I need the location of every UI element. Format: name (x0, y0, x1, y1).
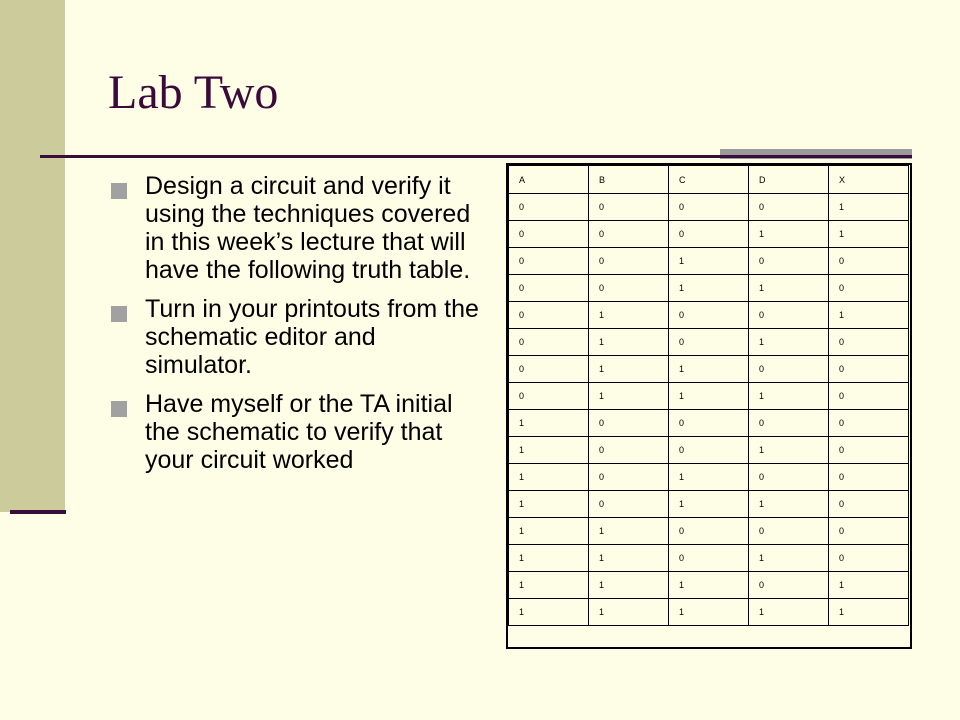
table-row (509, 437, 909, 464)
table-cell: 0 (669, 302, 749, 329)
table-cell: 0 (829, 329, 909, 356)
table-cell: 1 (509, 572, 589, 599)
table-cell: 0 (589, 248, 669, 275)
table-cell: 1 (669, 248, 749, 275)
table-cell: 1 (829, 572, 909, 599)
table-row (509, 194, 909, 221)
header-cell-a: A (509, 166, 589, 194)
table-cell: 0 (509, 248, 589, 275)
table-cell: 1 (669, 572, 749, 599)
table-row (509, 329, 909, 356)
table-cell: 1 (749, 437, 829, 464)
table-cell: 0 (589, 194, 669, 221)
table-cell: 0 (749, 302, 829, 329)
table-cell: 0 (829, 437, 909, 464)
left-band-underline (10, 510, 66, 514)
table-cell: 1 (829, 302, 909, 329)
table-cell: 1 (509, 545, 589, 572)
table-cell: 0 (589, 464, 669, 491)
table-cell: 1 (509, 518, 589, 545)
bullet-item (108, 390, 488, 474)
table-cell: 1 (589, 383, 669, 410)
table-cell: 1 (589, 356, 669, 383)
header-cell-d: D (749, 166, 829, 194)
bullet-item (108, 295, 488, 379)
table-cell: 1 (669, 275, 749, 302)
table-cell: 1 (749, 545, 829, 572)
truth-table-header-row (509, 166, 909, 194)
table-cell: 0 (749, 518, 829, 545)
table-cell: 1 (829, 194, 909, 221)
table-cell: 0 (669, 437, 749, 464)
table-row (509, 599, 909, 626)
table-cell: 1 (589, 599, 669, 626)
table-cell: 0 (829, 545, 909, 572)
table-cell: 0 (509, 302, 589, 329)
table-cell: 0 (829, 383, 909, 410)
left-decorative-band (0, 0, 65, 512)
table-cell: 1 (589, 518, 669, 545)
table-cell: 0 (749, 248, 829, 275)
table-row (509, 545, 909, 572)
table-cell: 0 (749, 410, 829, 437)
table-cell: 1 (669, 599, 749, 626)
table-cell: 0 (509, 329, 589, 356)
table-cell: 0 (509, 221, 589, 248)
table-cell: 0 (749, 194, 829, 221)
table-cell: 0 (669, 329, 749, 356)
table-cell: 0 (669, 194, 749, 221)
truth-table-body (509, 194, 909, 626)
table-cell: 0 (589, 221, 669, 248)
truth-table (508, 165, 909, 626)
table-cell: 0 (589, 410, 669, 437)
table-cell: 1 (829, 221, 909, 248)
table-cell: 0 (829, 356, 909, 383)
square-bullet-icon (111, 401, 127, 417)
table-cell: 0 (829, 464, 909, 491)
table-cell: 1 (509, 599, 589, 626)
table-cell: 1 (749, 275, 829, 302)
table-cell: 1 (669, 464, 749, 491)
bullet-list (108, 172, 488, 485)
table-cell: 1 (749, 329, 829, 356)
table-cell: 0 (829, 410, 909, 437)
header-cell-c: C (669, 166, 749, 194)
table-cell: 1 (509, 491, 589, 518)
header-cell-x: X (829, 166, 909, 194)
table-cell: 1 (589, 302, 669, 329)
table-cell: 1 (589, 545, 669, 572)
table-cell: 0 (509, 275, 589, 302)
table-cell: 1 (589, 572, 669, 599)
table-cell: 0 (589, 437, 669, 464)
table-row (509, 383, 909, 410)
table-cell: 1 (509, 437, 589, 464)
table-cell: 1 (669, 491, 749, 518)
table-row (509, 410, 909, 437)
table-row (509, 248, 909, 275)
table-cell: 1 (509, 410, 589, 437)
table-cell: 1 (509, 464, 589, 491)
table-row (509, 518, 909, 545)
table-cell: 1 (829, 599, 909, 626)
square-bullet-icon (111, 183, 127, 199)
table-cell: 1 (669, 356, 749, 383)
title-divider (40, 155, 912, 158)
table-cell: 0 (749, 356, 829, 383)
table-cell: 0 (829, 491, 909, 518)
slide-title: Lab Two (108, 66, 279, 119)
table-cell: 0 (829, 275, 909, 302)
table-cell: 0 (669, 221, 749, 248)
table-cell: 1 (749, 221, 829, 248)
table-row (509, 464, 909, 491)
square-bullet-icon (111, 306, 127, 322)
table-cell: 0 (669, 518, 749, 545)
bullet-text: Turn in your printouts from the schematic editor and simulator. (145, 295, 479, 379)
table-cell: 0 (669, 410, 749, 437)
table-cell: 0 (509, 383, 589, 410)
table-cell: 1 (589, 329, 669, 356)
table-cell: 0 (749, 572, 829, 599)
table-row (509, 491, 909, 518)
table-cell: 1 (749, 491, 829, 518)
table-cell: 0 (829, 248, 909, 275)
header-cell-b: B (589, 166, 669, 194)
table-cell: 0 (509, 194, 589, 221)
table-row (509, 275, 909, 302)
table-row (509, 221, 909, 248)
table-cell: 1 (669, 383, 749, 410)
table-cell: 0 (589, 275, 669, 302)
bullet-text: Design a circuit and verify it using the techniques covered in this week’s lecture that will have the following truth table. (145, 172, 471, 284)
table-cell: 1 (749, 383, 829, 410)
table-row (509, 572, 909, 599)
bullet-text: Have myself or the TA initial the schematic to verify that your circuit worked (145, 390, 453, 474)
table-cell: 1 (749, 599, 829, 626)
table-cell: 0 (509, 356, 589, 383)
table-cell: 0 (829, 518, 909, 545)
table-cell: 0 (669, 545, 749, 572)
table-row (509, 302, 909, 329)
bullet-item (108, 172, 488, 284)
table-row (509, 356, 909, 383)
table-cell: 0 (589, 491, 669, 518)
table-cell: 0 (749, 464, 829, 491)
